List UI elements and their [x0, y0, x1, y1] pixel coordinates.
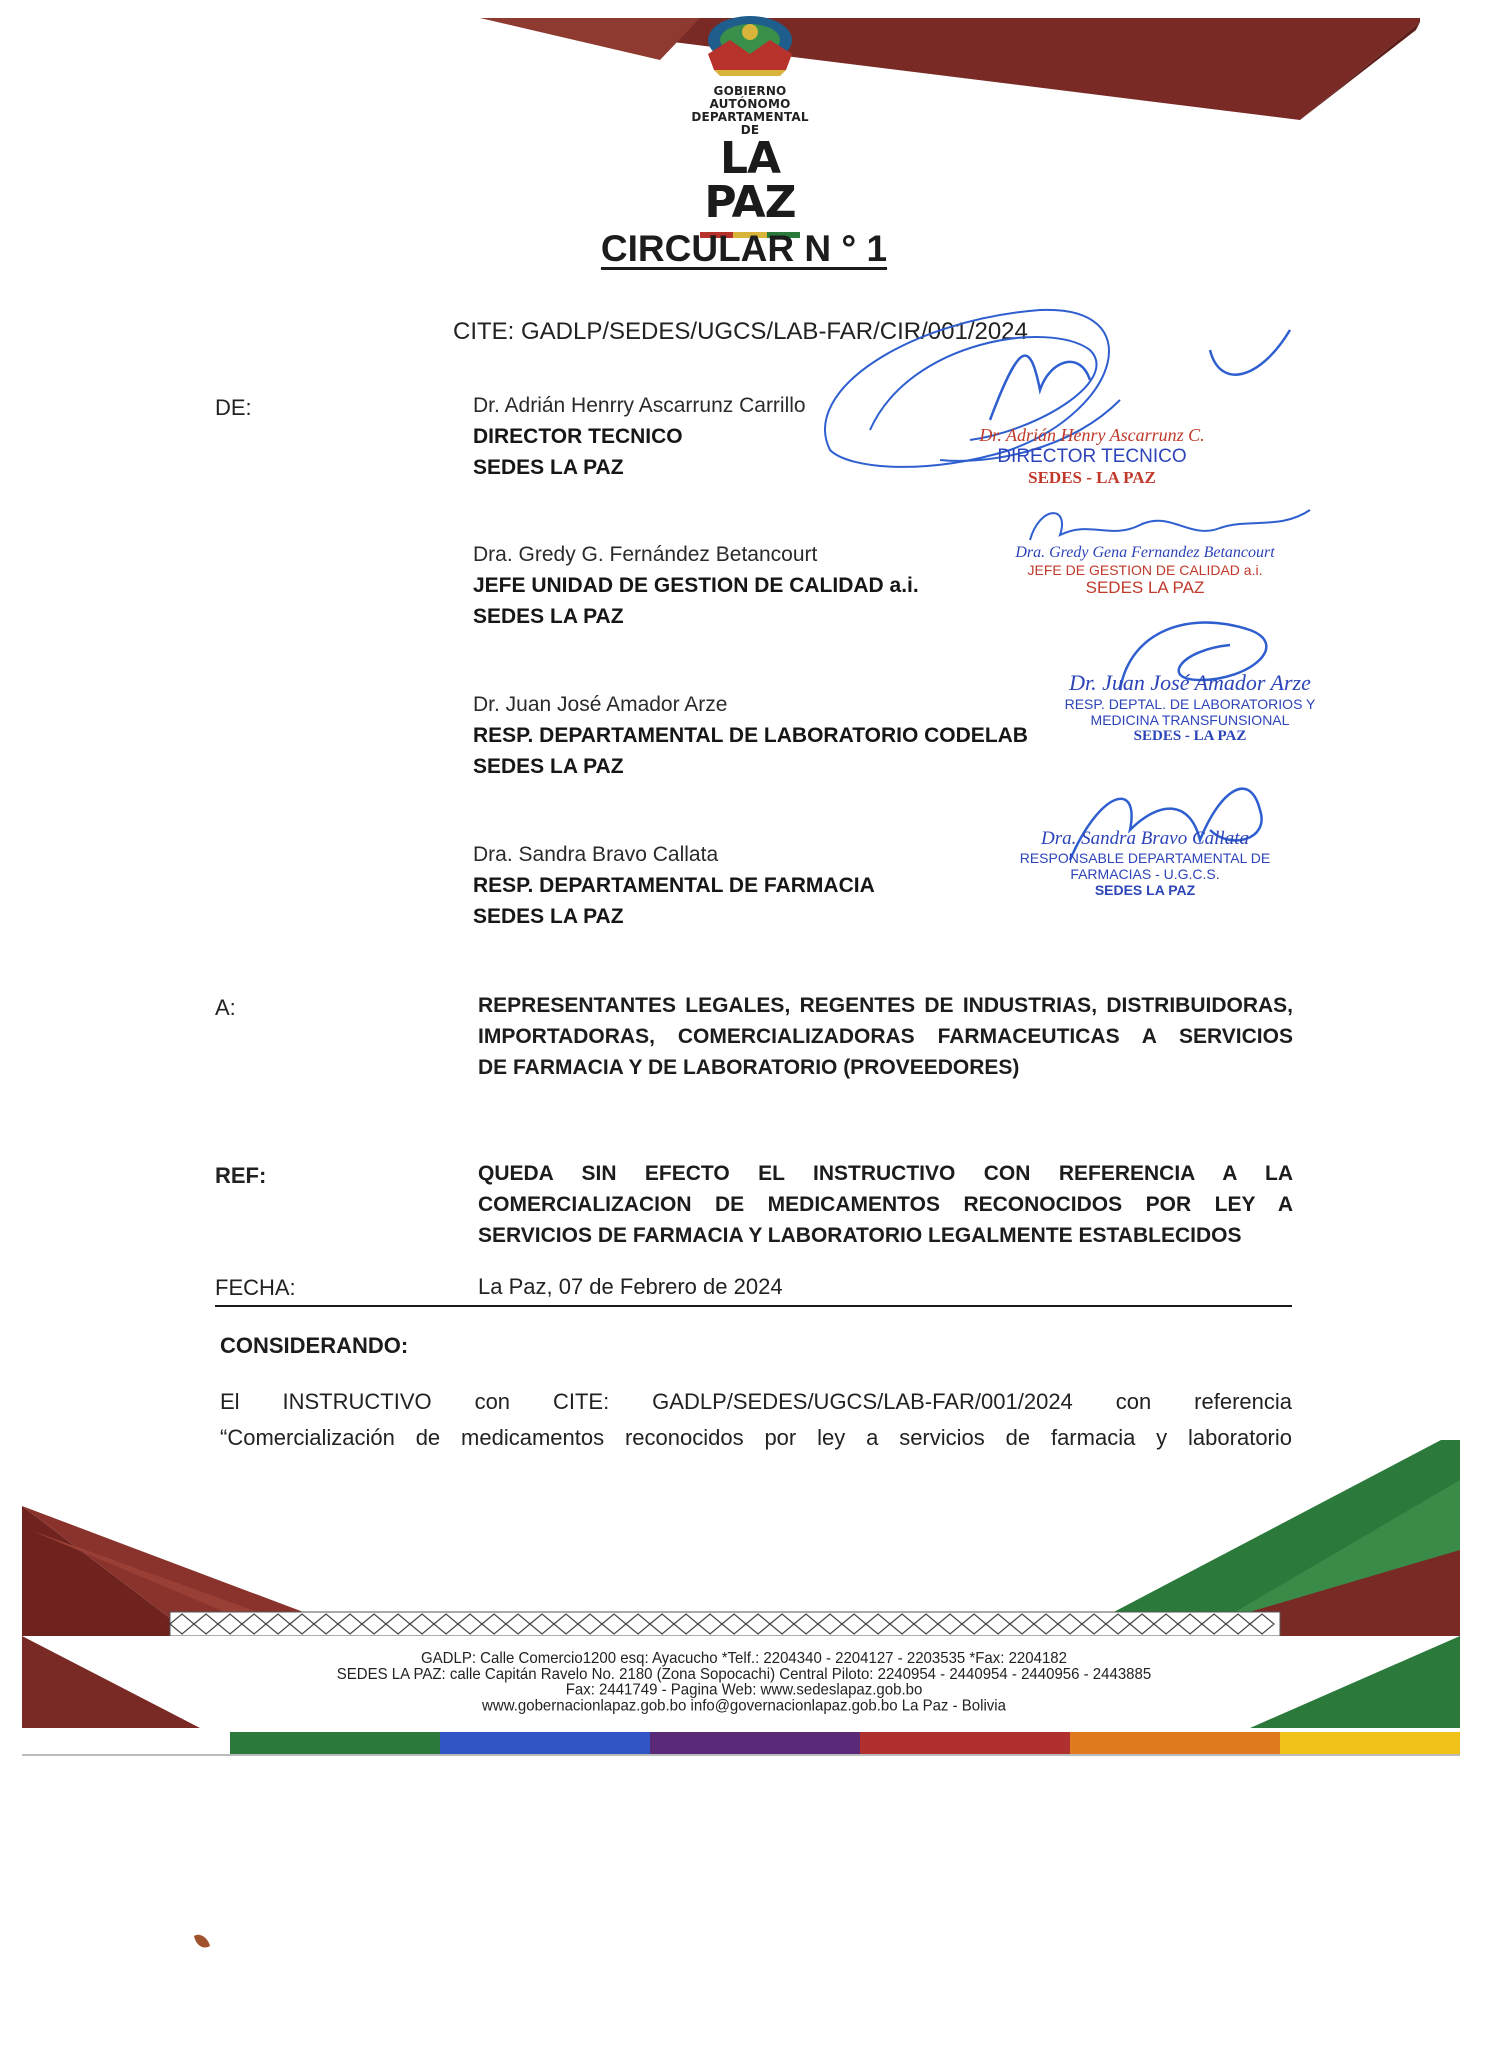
footer-line: SEDES LA PAZ: calle Capitán Ravelo No. 2180 (Zona Sopocachi) Central Piloto: 2240954 - 2440954 - 2440956 - 2443885	[336, 1665, 1152, 1684]
sender-org: SEDES LA PAZ	[473, 755, 624, 778]
paper-stain	[190, 1930, 214, 1954]
footer-line: Fax: 2441749 - Pagina Web: www.sedeslapaz.gob.bo	[565, 1680, 923, 1699]
body-line: “Comercialización de medicamentos reconocidos por ley a servicios de farmacia y laboratorio	[220, 1425, 1292, 1450]
logo-la-paz: LA PAZ	[704, 133, 796, 228]
stamp-line: SEDES - LA PAZ	[1028, 468, 1156, 487]
government-logo	[680, 10, 820, 228]
sender-org: SEDES LA PAZ	[473, 605, 624, 628]
label-fecha: FECHA:	[215, 1275, 296, 1300]
considering-heading: CONSIDERANDO:	[220, 1333, 409, 1358]
footer-line: GADLP: Calle Comercio1200 esq: Ayacucho *Telf.: 2204340 - 2204127 - 2203535 *Fax: 2204182	[421, 1649, 1067, 1668]
stamp-line: Dr. Juan José Amador Arze	[1069, 670, 1311, 695]
reference-line: SERVICIOS DE FARMACIA Y LABORATORIO LEGALMENTE ESTABLECIDOS	[478, 1224, 1242, 1247]
footer-line: www.gobernacionlapaz.gob.bo info@governacionlapaz.gob.bo La Paz - Bolivia	[482, 1696, 1006, 1715]
reference-block	[478, 1158, 1293, 1251]
stamp-line: SEDES LA PAZ	[1085, 578, 1205, 597]
stamp-line: RESP. DEPTAL. DE LABORATORIOS Y	[1064, 696, 1316, 712]
sender-name: Dra. Sandra Bravo Callata	[473, 843, 719, 866]
circular-title: CIRCULAR N ° 1	[600, 228, 888, 269]
recipients-line: REPRESENTANTES LEGALES, REGENTES DE INDUSTRIAS, DISTRIBUIDORAS,	[478, 994, 1293, 1017]
sender-org: SEDES LA PAZ	[473, 905, 624, 928]
label-ref: REF:	[215, 1163, 267, 1188]
stamp-line: Dra. Gredy Gena Fernandez Betancourt	[1015, 544, 1275, 561]
recipients-line: DE FARMACIA Y DE LABORATORIO (PROVEEDORES)	[478, 1056, 1020, 1079]
logo-line-1: GOBIERNO AUTÓNOMO	[709, 84, 791, 111]
stamp-line: SEDES - LA PAZ	[1133, 728, 1247, 744]
coat-of-arms-icon	[690, 10, 810, 80]
sender-role: DIRECTOR TECNICO	[473, 425, 683, 448]
stamp-line: MEDICINA TRANSFUNSIONAL	[1090, 712, 1290, 728]
sender-role: JEFE UNIDAD DE GESTION DE CALIDAD a.i.	[473, 574, 919, 597]
sender-role: RESP. DEPARTAMENTAL DE FARMACIA	[473, 874, 875, 897]
stamp-line: DIRECTOR TECNICO	[997, 446, 1187, 467]
stamp-laboratorio	[1050, 670, 1330, 745]
sender-org: SEDES LA PAZ	[473, 456, 624, 479]
recipients-line: IMPORTADORAS, COMERCIALIZADORAS FARMACEUTICAS A SERVICIOS	[478, 1025, 1293, 1048]
stamp-director	[962, 425, 1222, 488]
sender-role: RESP. DEPARTAMENTAL DE LABORATORIO CODELAB	[473, 724, 1028, 747]
stamp-line: Dra. Sandra Bravo Callata	[1041, 828, 1249, 849]
stamp-line: RESPONSABLE DEPARTAMENTAL DE	[1019, 850, 1271, 866]
recipients-block	[478, 990, 1293, 1083]
stamp-line: JEFE DE GESTION DE CALIDAD a.i.	[1027, 562, 1263, 578]
label-de: DE:	[215, 395, 252, 420]
sender-block	[473, 689, 1113, 782]
label-a: A:	[215, 995, 236, 1020]
reference-line: QUEDA SIN EFECTO EL INSTRUCTIVO CON REFERENCIA A LA	[478, 1162, 1293, 1185]
stamp-line: SEDES LA PAZ	[1094, 882, 1196, 898]
logo-line-2: DEPARTAMENTAL DE	[691, 110, 809, 137]
sender-name: Dra. Gredy G. Fernández Betancourt	[473, 543, 818, 566]
cite-number: CITE: GADLP/SEDES/UGCS/LAB-FAR/CIR/001/2024	[453, 318, 1028, 345]
footer-address	[0, 1651, 1488, 1714]
stamp-calidad	[995, 544, 1295, 598]
reference-line: COMERCIALIZACION DE MEDICAMENTOS RECONOCIDOS POR LEY A	[478, 1193, 1293, 1216]
sender-name: Dr. Adrián Henrry Ascarrunz Carrillo	[473, 394, 806, 417]
document-date: La Paz, 07 de Febrero de 2024	[478, 1274, 783, 1299]
stamp-line: FARMACIAS - U.G.C.S.	[1070, 866, 1220, 882]
stamp-farmacia	[995, 828, 1295, 898]
sender-name: Dr. Juan José Amador Arze	[473, 693, 728, 716]
body-line: El INSTRUCTIVO con CITE: GADLP/SEDES/UGCS/LAB-FAR/001/2024 con referencia	[220, 1389, 1292, 1414]
divider	[215, 1305, 1292, 1307]
stamp-line: Dr. Adrián Henry Ascarrunz C.	[979, 425, 1205, 445]
